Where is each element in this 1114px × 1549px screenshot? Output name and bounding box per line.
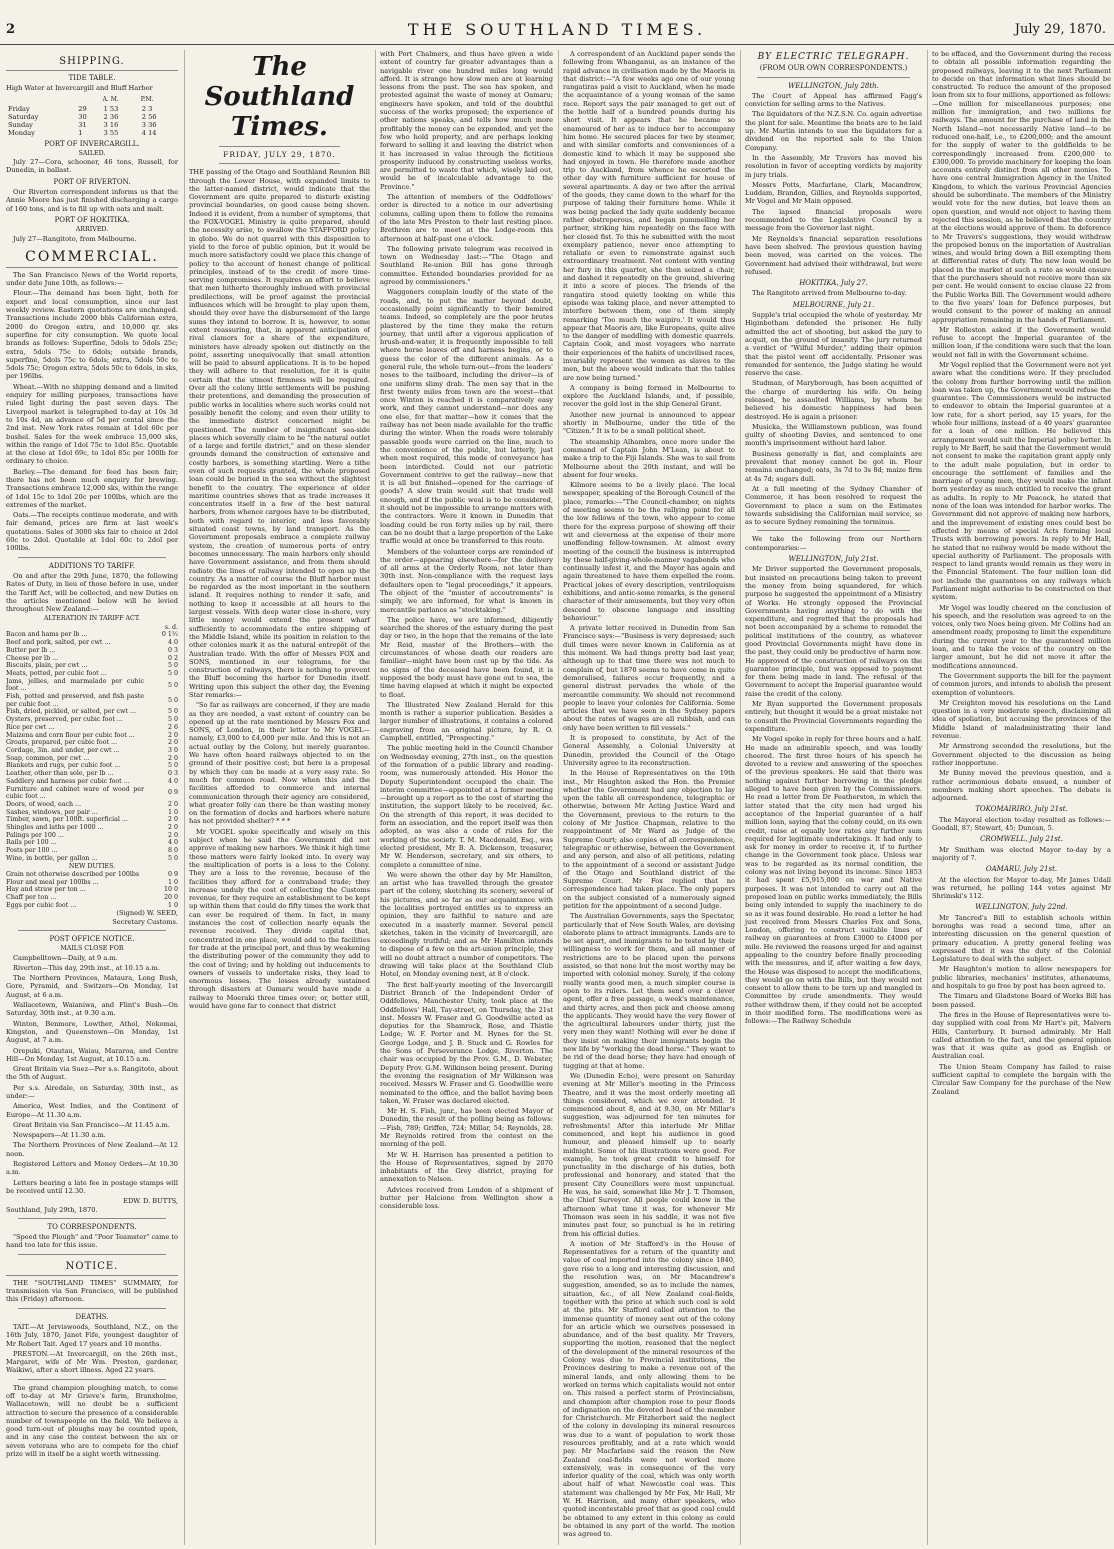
tariff-row: Oysters, preserved, per cubic foot ... 5 0	[6, 716, 178, 724]
tariff-row: Jams, jellies, and marmalade per cubic foot ... 5 0	[6, 677, 178, 693]
nameplate: The Southland Times.	[204, 52, 355, 142]
mail-line: Wallacetown, Waianiwa, and Flint's Bush—On Saturday, 30th inst., at 9.30 a.m.	[6, 1001, 178, 1018]
tariff-row: Fish, dried, pickled, or salted, per cwt ... 5 0	[6, 708, 178, 716]
news-paragraph: The steamship Alhambra, once more under the command of Captain John M'Lean, is about to make a trip to the Fiji Islands. She was to sail from Melbourne about the 20th instant, and will be absent for four weeks.	[563, 437, 735, 479]
issue-date: July 29, 1870.	[1014, 22, 1106, 37]
telegraph-paragraph: The Timaru and Gladstone Board of Works Bill has been passed.	[932, 992, 1111, 1009]
telegraph-paragraph: The Union Steam Company has failed to raise sufficient capital to complete the bargain with the Circular Saw Company for the purchase of the New Zealand	[932, 1062, 1111, 1096]
tariff-row: Bacon and hams per lb ... 0 1½	[6, 631, 178, 639]
invercargill-shipping: July 27—Cora, schooner, 46 tons, Russell, for Dunedin, in ballast.	[6, 158, 178, 175]
dateline-tokomairiro: TOKOMAIRIRO, July 21st.	[975, 805, 1068, 814]
tariff-row: Cheese per lb ... 0 2	[6, 654, 178, 662]
telegraph-paragraph: Messrs Potts, Macfarlane, Clark, Macandrew, Luddam, Brandon, Gillies, and Reynolds supported, Mr Vogel and Mr Main opposed.	[745, 180, 922, 206]
column-1	[6, 50, 182, 1545]
telegraph-paragraph: Mr Ryan supported the Government proposals entirely, but thought it would be a great mistake not to consult the Provincial Governments regarding the expenditure.	[745, 700, 922, 733]
telegraph-paragraph: Mr Vogel was loudly cheered on the conclusion of his speech, and the resolution was agreed to on the voices, only two Noes being given. Mr Collins had an amendment ready, proposing to limit the expenditure during the current year to the guaranteed million loan, and to take the voice of the country on the larger amount, but he did not move it after the modifications announced.	[932, 603, 1111, 670]
mail-line: Campbelltown—Daily, at 9 a.m.	[13, 953, 118, 962]
page-columns	[6, 50, 1110, 1545]
tariff-row: Biscuits, plain, per cwt ... 5 0	[6, 662, 178, 670]
tariff-row: Butter per lb ... 0 3	[6, 646, 178, 654]
column-2	[184, 50, 374, 1545]
news-paragraph: We (Dunedin Echo), were present on Saturday evening at Mr Miller's meeting in the Princess Theatre, and it was the most orderly meeting all things considered, which we ever attended. It commenced about 8, and at 9.30, on Mr Millar's suggestion, was adjourned for ten minutes for refreshments! After this interlude Mr Millar commenced, and kept his audience in good humour, and pleased himself up to nearly midnight. Some of his illustrations were good. For example, he took great credit to himself for punctuality in the discharge of his duties, both professional and honorary, and stated that the present City Councillors were most unpunctual. He was, he said, somewhat like Mr J. T. Thomson, the Chief Surveyor. All people could know in the afternoon what time it was, for whenever Mr Thomson was seen in his saddle, it was not five minutes past four, so punctual is he in retiring from his official duties.	[563, 1071, 735, 1238]
news-paragraph: The Australian Governments, says the Spectator, particularly that of New South Wales, are devising elaborate plans to attract immigrants. Lands are to be set apart, and immigrants to be tested by their willingness to work for them, and all manner of restrictions are to be placed upon the persons assisted, so that none but the most worthy may be imported with colonial money. Surely, if the colony really wants good men, a much simpler course is open to its rulers. Let them send over a clever agent, offer a free passage, a week's maintenance, and thirty acres, and then pick and choose among the applicants. They would have the very flower of the agricultural labourers under thirty, just the very men they want! Nothing will ever be done if they insist on making their immigrants begin the new life by "working the dead horse." They want to be rid of the dead horse; they have had enough of tugging at that at home.	[563, 912, 735, 1070]
tariff-row: Flour and meal per 100lbs ... 1 0	[6, 878, 178, 886]
telegraph-paragraph: The Rangitoto arrived from Melbourne to-day.	[752, 289, 907, 298]
news-paragraph: A company is being formed in Melbourne to explore the Auckland Islands, and, if possible, recover the gold lost in the ship General Grant.	[563, 383, 735, 409]
commercial-heading: COMMERCIAL.	[6, 249, 178, 268]
correspondents-text: "Speed the Plough" and "Poor Teamster" came to hand too late for this issue.	[6, 1233, 178, 1250]
telegraph-paragraph: Mr Armstrong seconded the resolutions, but the Government objected to the discussion as being rather inopportune.	[932, 742, 1111, 767]
tariff-row: Hay and straw per ton ... 10 0	[6, 886, 178, 894]
telegraph-paragraph: The liquidators of the N.Z.S.N. Co. again advertise the plant for sale. Meantime the boats are to be laid up. Mr Martin intends to sue the liquidators for a dividend on the reported sale to the Union Company.	[745, 110, 922, 152]
riverton-shipping: Our Riverton correspondent informs us that the Annie Moore has just finished discharging a cargo of 160 tons, and is to fill up with oats and malt.	[6, 188, 178, 213]
news-paragraph: The police have, we are informed, diligently searched the shores of the estuary during the past day or two, in the hope that the remains of the late Mr Reid, master of the Brothers—with the circumstances of whose death our readers are familiar—might have been cast up by the tide. As no signs of the deceased have been found, it is supposed the body must have gone out to sea, the time having elapsed at which it might be expected to float.	[380, 615, 553, 699]
alteration-heading: ALTERATION IN TARIFF ACT.	[43, 615, 141, 623]
dateline-wellington: WELLINGTON, July 28th.	[788, 81, 879, 90]
new-duties-heading: NEW DUTIES.	[68, 862, 116, 870]
telegraph-heading: BY ELECTRIC TELEGRAPH.	[757, 52, 910, 62]
news-paragraph: A private letter received in Dunedin from San Francisco says:—"Business is very depressed; such dull times were never known in California as at this moment. We had things pretty bad last year, although up to that time there was not much to complain of, but 1870 seems to have come in quite demoralised, failures occur frequently, and a general distrust pervades the whole of the mercantile community. We should not recommend people to leave your colonies for California. Some articles that we have seen in the Sydney papers about the rates of wages are all rubbish, and can only have been written to fill vessels."	[563, 624, 735, 732]
dateline-oamaru: OAMARU, July 21st.	[985, 865, 1058, 874]
column-5	[740, 50, 926, 1545]
tariff-row: Blankets and rugs, per cubic foot ... 5 0	[6, 762, 178, 770]
telegraph-paragraph: Musicka, the Williamstown publican, was found guilty of shooting Davies, and sentenced to one month's imprisonment without hard labor.	[745, 422, 922, 448]
mail-line: America, West Indies, and the Continent of Europe—At 11.30 a.m.	[6, 1102, 178, 1119]
telegraph-paragraph: We take the following from our Northern contemporaries:—	[745, 535, 922, 552]
news-paragraph: Advices received from London of a shipment of butter per Halcione from Wellington show a considerable loss.	[380, 1185, 553, 1211]
mail-line: The Northern Provinces, Mataura, Long Bush, Gore, Pyramid, and Switzers—On Monday, 1st August, at 6 a.m.	[6, 974, 178, 999]
mails-close-label: MAILS CLOSE FOR	[60, 945, 124, 953]
mail-line: Orepuki, Otautau, Waiau, Mararoa, and Centre Hill—On Monday, 1st August, at 10.15 a.m.	[6, 1046, 178, 1063]
deaths-heading: DEATHS.	[75, 1312, 109, 1321]
news-paragraph: Another new journal is announced to appear shortly in Melbourne, under the title of the "Citizen." It is to be a small political sheet.	[563, 410, 735, 436]
dateline-cromwell: CROMWELL, July 21st.	[980, 835, 1063, 844]
telegraph-paragraph: Mr Creighton moved his resolutions on the Land question in a very moderate speech, disclaiming all idea of spoliation, but accusing the provinces of the Middle Island of maladministrating their land revenue.	[932, 698, 1111, 741]
telegraph-paragraph: At the election for Mayor to-day, Mr James Udall was returned, he polling 144 votes against Mr Shrimski's 112.	[932, 875, 1111, 901]
tide-row: Monday 1 3 55 4 14	[8, 128, 157, 137]
shipping-heading: SHIPPING.	[6, 56, 178, 71]
news-paragraph: A motion of Mr Stafford's in the House of Representatives for a return of the quantity and value of coal imported into the colony since 1840, gave rise to a long and interesting discussion, and the resolution was, on Mr Macandrew's suggestion, amended, so as to include the names, situation, &c., of all New Zealand coal-fields, together with the price at which such coal is sold at the pits. Mr Stafford called attention to the immense quantity of money sent out of the colony for an article which we ourselves possessed in abundance, and of the best quality. Mr Travers, supporting the motion, reasoned that the neglect of the development of the mineral resources of the Colony was due to Provincial institutions, the Provinces desiring to make a revenue out of the mineral lands, and only allowing them to be worked on terms which capitalists would not enter on. This raised a perfect storm of Provincialism, and champion after champion rose to pour floods of indignation on the devoted head of the member for Christchurch. Mr Fitzherbert said the neglect of the colony in developing its mineral resources was due to a want of population to work those resources profitably, and at a rate which would pay. Mr Macfarlane said the reason the New Zealand coal-fields were not worked more extensively, was in consequence of the very inferior quality of the coal, which was only worth about half of what Newcastle coal was. This statement was challenged by Mr Fox, Mr Hall, Mr W. H. Harrison, and many other speakers, who quoted incontestable proof that as good coal could be obtained to any extent in this colony as could be obtained in any part of the world. The motion was agreed to.	[563, 1239, 735, 1539]
mail-line: The Northern Provinces of New Zealand—At 12 noon.	[6, 1141, 178, 1158]
telegraph-paragraph: to be effaced, and the Government during the recess to obtain all possible information regarding the proposed railways, leaving it to the next Parliament to decide on that information what lines should be constructed. To reduce the amount of the proposed loan from six to four millions, apportioned as follows:—One million for miscellaneous purposes; one million for immigration, and two millions for railways. The amount for the purchase of land in the North Island—not necessarily Native land—to be reduced one-half, i.e., to £200,000; and the amount for the supply of water to the goldfields to be correspondingly increased from £200,000 to £300,000. To provide machinery for keeping the loan accounts entirely distinct from all other monies. To have one central Immigration Agency in the United Kingdom, to which the various Provincial Agencies should be subordinate. The members of the Ministry would vote for the new duties, but leave them an open question, and would not object to having them rejected this session, as he believed that the country at the elections would approve of them. In deference to Mr Travers's suggestions, they would withdraw the proposed bonus on the importation of Australian wines, and would bring down a Bill exempting them at differential rates of duty. The new loan would be placed in the market at such a rate as would ensure that the purchasers should not receive more than six per cent. He would consent to excise clause 22 from the Public Works Bill. The Government would adhere to the five years' loan for Defence purposes, but would consent to the power of making an annual appropriation remaining in the hands of Parliament.	[932, 50, 1111, 324]
telegraph-paragraph: Business generally is flat, and complaints are prevalent that money cannot be got in. Flour remains unchanged; oats, 3s 7d to 3s 8d; maize firm at 4s 7d; sugars dull.	[745, 449, 922, 483]
mail-line: Winton, Benmore, Lowther, Athol, Nokomai, Kingston, and Queenstown—On Monday, 1st August, at 7 a.m.	[6, 1019, 178, 1045]
telegraph-paragraph: Mr Reynolds's financial separation resolutions have been shelved. The previous question having been moved, was carried on the voices. The Government had advised their withdrawal, but were refused.	[745, 234, 922, 276]
tide-intro: High Water at Invercargill and Bluff Harbor	[6, 84, 153, 93]
telegraph-paragraph: Mr Vogel spoke in reply for three hours and a half. He made an admirable speech, and was loudly cheered. The first three hours of his speech he devoted to a review and answering of the speeches of the previous speakers. He said that there was nothing against further borrowing in the pledge alleged to have been given by the Commissioners. He read a letter from Dr Featherston, in which the latter stated that the city men had urged his acceptance of the Imperial guarantee of a half million loan, saying that the colony could, on its own credit, raise at equally low rates any further sum required for legitimate undertakings. It had only to ask for money in order to receive it, if to further change in the Government took place. Unless war was to be regarded as its normal condition, the colony was not living beyond its income. Since 1853 it had spent £5,915,000 on war and Native purposes. It was not intended to carry out all the proposed loan on public works immediately, the Bills being only intended to supply the machinery to do so as it was found desirable. He read a letter he had just received from Messrs Charles Fox and Sons, London, offering to construct suitable lines of railway on guarantees at from £3000 to £4000 per mile. He reviewed the reasons urged for and against appealing to the country before finally proceeding with the measures, and if, after waiting a few days, the House was disposed to accept the modifications, they would go on with the Bills, but they would not consent to allow them to be torn up and mangled in Committee by crude amendments. They would rather withdraw them, if they could not be accepted in their modified form. The modifications were as follows:—The Railway Schedule	[745, 735, 922, 1026]
tariff-row: Soap, common, per cwt ... 2 0	[6, 754, 178, 762]
tide-row: Sunday 31 3 16 3 36	[8, 120, 157, 129]
hokitika-shipping: July 27—Rangitoto, from Melbourne.	[13, 234, 137, 243]
telegraph-paragraph: At a full meeting of the Sydney Chamber of Commerce, it has been resolved to request the Government to place a sum on the Estimates towards subsidising the Californian mail service, so as to secure Sydney remaining the terminus.	[745, 484, 922, 527]
column-3	[375, 50, 557, 1545]
news-paragraph: A correspondent of an Auckland paper sends the following from Whanganui, as an instance of the rapid advance in civilisation made by the Maoris in that district:—"A few weeks ago one of our young rangatiras paid a visit to Auckland, when he made the acquaintance of a young woman of the same race. Report says the pair managed to get out of the bottle half of a hundred pounds during his short visit. It appears that he became so enamoured of her as to induce her to accompany him home. He secured places for two by steamer, and with similar comforts and conveniences of a domestic kind to which it may be supposed she had enjoyed in town. He therefore made another trip to Auckland, from whence he escorted the other day with furniture sufficient for house of several apartments. A day or two after the arrival of the goods, they came down to the wharf for the purpose of taking their furniture home. While it was being packed the lady quite suddenly became rather obstreperous, and began pummelling her partner, striking him repeatedly on the face with her closed fist. To this he submitted with the most exemplary patience, never once attempting to retaliate or even to remonstrate against such extraordinary treatment. Not content with venting her fury in this quarter, she then seized a chair, and dashed it repeatedly on the ground, shivering it into a score of pieces. The friends of the rangatira stood quietly looking on while this episode was taking place, and never attempted to interfere between them, one of them simply remarking 'Too much the waipiro.' It would thus appear that Maoris are, like Europeans, quite alive to the danger of meddling with domestic quarrels. Captain Cook, and most voyagers who narrate their experiences of the habits of uncivilised races, invariably represent the women as slaves to the men, but the above would indicate that the tables are now being turned."	[563, 50, 735, 382]
tariff-row: Saddlery and harness per cubic foot ... 4 0	[6, 777, 178, 785]
tariff-row: Wine, in bottle, per gallon ... 5 0	[6, 854, 178, 862]
telegraph-subheading: (FROM OUR OWN CORRESPONDENTS.)	[759, 64, 908, 73]
port-riverton-heading: PORT OF RIVERTON.	[53, 177, 131, 186]
telegraph-paragraph: Mr Smitham was elected Mayor to-day by a majority of 7.	[932, 845, 1111, 862]
telegraph-paragraph: Mr Rolleston asked if the Government would refuse to accept the Imperial guarantee of the million loan, if the conditions were such that the loan would not fall in with the Government scheme.	[932, 325, 1111, 359]
dateline-wellington: WELLINGTON, July 22nd.	[975, 903, 1068, 912]
editorial-paragraph: "So far as railways are concerned, if they are made as they are needed, a vast extent of country can be opened up at the rate mentioned by Messrs Fox and SONS, of London, in their letter to Mr VOGEL—namely, £3,000 to £4,000 per mile. And this is not an actual outlay by the Colony, but merely guarantee. We have often heard railways objected to on the ground of their positive cost; but here is a proposal by which they can be made at a very easy rate. So much for common road. Now when this and the facilities afforded to commerce and internal communication through their agency are considered, what greater folly can there be than wasting money on the formation of docks and harbors where nature has not provided shelter? * * *	[189, 701, 370, 826]
mail-line: Registered Letters and Money Orders—At 10.30 a.m.	[6, 1160, 178, 1177]
tariff-row: Palings per 100 ... 2 0	[6, 831, 178, 839]
tariff-row: Furniture and cabinet ware of wood per cubic foot ... 0 9	[6, 785, 178, 801]
tariff-row: Cordage, 3in. and under, per cwt ... 3 0	[6, 746, 178, 754]
tariff-row: Maizena and corn flour per cubic foot ... 2 0	[6, 731, 178, 739]
tariff-row: Chaff per ton ... 20 0	[6, 893, 178, 901]
telegraph-paragraph: The Court of Appeal has affirmed Fagg's conviction for selling arms to the Natives.	[745, 91, 922, 109]
telegraph-paragraph: The lapsed financial proposals were recommended to the Legislative Council by a message from the Governor last night.	[745, 207, 922, 233]
postmaster-signature: EDW. D. BUTTS,	[123, 1197, 178, 1206]
tariff-row: Meats, potted, per cubic foot ... 5 0	[6, 669, 178, 677]
tide-table	[6, 95, 178, 137]
news-paragraph: In the House of Representatives on the 19th inst., Mr Haughton asked the Hon. the Premier whether the Government had any objection to lay upon the table all correspondence, telegraphic or otherwise, between Mr Acting Justice Ward and the Government, previous to the return to the colony of Mr Justice Chapman, relative to the reappointment of Mr Ward as Judge of the Supreme Court; also copies of all correspondence, telegraphic or otherwise, between the Government and any person, and also of all petitions, relating to the appointment of a second or assistant Judge of the Otago and Southland district of the Supreme Court. Mr Fox replied that no correspondence had taken place. The only papers on the subject consisted of a numerously signed petition for the appointment of a second Judge.	[563, 769, 735, 910]
news-paragraph: The first half-yearly meeting of the Invercargill District Branch of the Independent Order of Oddfellows, Manchester Unity, took place at the Oddfellows' Hall, Tay-street, on Thursday, the 21st inst. Messrs W. Fraser and G. Goodwillie acted as deputies for the Shamrock, Rose, and Thistle Lodge; W. F. Porter and M. Hynes for the St. George Lodge, and J. B. Stuck and G. Rowles for the Sons of Perseverance Lodge, Riverton. The chair was occupied by the Prov. G.M., D. Webster, Deputy Prov. G.M. Wilkinson being present. During the evening the resignation of Mr Wilkinson was received. Messrs W. Fraser and G. Goodwillie were nominated to the office, and the ballot having been taken, W. Fraser was declared elected.	[380, 980, 553, 1105]
post-date: Southland, July 29th, 1870.	[6, 1205, 98, 1214]
mail-line: Riverton—This day, 29th inst., at 10.15 a.m.	[13, 963, 160, 972]
telegraph-paragraph: Supple's trial occupied the whole of yesterday. Mr Higinbotham defended the prisoner. He fully admitted the act of shooting, but asked the jury to acquit, on the ground of insanity. The jury returned a verdict of "Wilful Murder," adding their opinion that the pistol went off accidentally. Prisoner was remanded for sentence, the Judge stating he would reserve the case.	[745, 311, 922, 378]
news-paragraph: The Illustrated New Zealand Herald for this month is rather a superior publication. Besides a larger number of illustrations, it contains a colored engraving from an original picture, by R. O. Campbell, entitled, "Prospecting."	[380, 700, 553, 743]
ploughing-match-article: The grand champion ploughing match, to come off to-day at Mr Grieve's farm, Branxholme, Wallacetown, will no doubt be a sufficient attraction to secure the presence of a considerable number of townspeople on the field. We believe a good turn-out of ploughs may be counted upon, and in any case the contest between the six or seven veterans who are to compete for the chief prize will in itself be a sight worth witnessing.	[6, 1383, 178, 1459]
news-paragraph: Mr W. H. Harrison has presented a petition to the House of Representatives, signed by 2070 inhabitants of the Grey district, praying for annexation to Nelson.	[380, 1150, 553, 1184]
mail-line: Great Britain via Suez—Per s.s. Rangitoto, about the 5th of August.	[6, 1065, 178, 1082]
tariff-row: Grain not otherwise described per 100lbs 0 9	[6, 870, 178, 878]
news-paragraph: We were shown the other day by Mr Hamilton, an artist who has travelled through the greater part of the colony, sketching its scenery, several of his pictures, and so far as our acquaintance with the localities portrayed entitles us to express an opinion, they are faithful to nature and are executed in a masterly manner. Several pencil sketches, taken in the vicinity of Invercargill, are exceedingly truthful; and as Mr Hamilton intends to dispose of a few on the art-union principle, they will no doubt attract a number of competitors. The drawing will take place at the Southland Club Hotel, on Monday evening next, at 8 o'clock.	[380, 870, 553, 979]
telegraph-paragraph: Mr Tancred's Bill to establish schools within boroughs was read a second time, after an interesting discussion on the general question of primary education. A pretty general feeling was expressed that it was the duty of the Colonial Legislature to deal with the subject.	[932, 913, 1111, 964]
tariff-row: Timber, sawn, per 100ft. superficial ... 2 0	[6, 816, 178, 824]
mail-line: Newspapers—At 11.30 a.m.	[13, 1131, 106, 1140]
tariff-row: Leather, other than sole, per lb ... 0 3	[6, 770, 178, 778]
commercial-paragraph: Wheat.—With no shipping demand and a limited enquiry for milling purposes, transactions have ruled light during the past seven days. The Liverpool market is telegraphed to-day at 10s 3d to 10s 4d, an advance of 5d per cental since the 2nd inst. New York rates remain at 1dol 60c per bushel. Sales for the week embrace 15,000 sks, within the range of 1dol 75c to 1dol 85c. Quotable at the close at 1dol 69c, to 1dol 85c per 100lb for ordinary to choice.	[6, 382, 178, 466]
masthead	[0, 18, 1114, 45]
dateline-wellington: WELLINGTON, July 21st.	[788, 555, 879, 564]
tariff-row: Sashes, windows, per pair ... 1 0	[6, 808, 178, 816]
notice-text: THE "SOUTHLAND TIMES" SUMMARY, for transmission via San Francisco, will be published this (Friday) afternoon.	[6, 1278, 178, 1304]
telegraph-paragraph: Mr Vogel replied that the Government were not yet aware what the conditions were. If they precluded the colony from further borrowing until the million loan was taken up, the Government would refuse the guarantee. The Commissioners would be instructed to endeavor to obtain the Imperial guarantee at a low rate, for a short period, say 15 years, for the whole four millions, instead of a 40 years' guarantee for a loan of one million. He believed this arrangement would suit the Imperial policy better. In reply to Mr Barff, he said that the Government would not consent to make the capitation grant apply only to the adult male population, but in order to encourage the settlement of families and the marriage of young men, they would make the infant born yesterday as much entitled to receive the grant as adults. In reply to Mr Peacock, he stated that none of the loan was intended for harbor works. The Government did not approve of making new harbors, and the improvement of existing ones could best be effected by means of special Acts forming local Trusts with borrowing powers. In reply to Mr Hall, he stated that no railway would be made without the special authority of Parliament. The proposals with respect to land grants would remain as they were in the Financial Statement. The four million loan did not include the guarantees on any railways which Parliament might authorise to be constructed on that system.	[932, 360, 1111, 602]
newspaper-title: THE SOUTHLAND TIMES.	[407, 20, 707, 39]
telegraph-paragraph: The Mayoral election to-day resulted as follows:—Goodall, 87; Stewart, 45; Duncan, 5.	[932, 815, 1111, 833]
tariff-row: Rice per cwt ... 2 6	[6, 723, 178, 731]
customs-signature: (Signed) W. SEED,	[116, 909, 178, 918]
tariff-row: Doors, of wood, each ... 2 0	[6, 800, 178, 808]
commercial-paragraph: Oats.—The receipts continue moderate, and with fair demand, prices are firm at last week's quotations. Sales of 3000 sks fair to choice at 2dol 60c to 2dol. Quotable at 1dol 60c to 2dol per 100lbs.	[6, 511, 178, 553]
commercial-paragraph: Barley.—The demand for feed has been fair; there has not been much enquiry for brewing. Transactions embrace 12,000 sks, within the range of 1dol 15c to 1dol 20c per 100lbs, which are the extremes of the market.	[6, 467, 178, 509]
tide-am-header: A. M.	[102, 95, 119, 103]
news-paragraph: Kilmore seems to be a lively place. The local newspaper, speaking of the Borough Council of the place, remarks:—"The Council-chamber, on nights of meeting seems to be the rallying point for all the low fellows of the town, who appear to come there for the express purpose of showing off their wit and cleverness at the expense of their more unoffending fellow-townsmen. At almost every meeting of the council the business is interrupted by these half-giving-whole-manner vagabonds who continually infest it, and the Mayor has again and again threatened to have them expelled the room. Practical jokes of every description, ventriloquism exhibitions, and antic-some remarks, is the general character of their amusements, but they very often descend to obscene language and insulting behaviour."	[563, 481, 735, 622]
tariff-row: Beef and pork, salted, per cwt ... 4 0	[6, 639, 178, 647]
notice-heading: NOTICE.	[6, 1261, 178, 1276]
news-paragraph: Waggoners complain loudly of the state of the roads, and, to put the matter beyond doubt, occasionally point significantly to their bemired teams. Indeed, so completely are the poor brutes plastered by the time they make the return journey, that until after a vigorous application of brush-and-water, it is frequently impossible to tell where horse leaves off and harness begins, or to guess the color of the different animals. As a general rule, the whole turn-out—from the leaders' noses to the tailboard, including the driver—is of one uniform slimy drab. The men say that in the first twenty miles from town are the worst—that once Winton is reached it is comparatively easy work, and they cannot understand—nor does any one else, for that matter—how it comes that the railway has not been made available for the traffic during the winter. When the roads were tolerably passable goods were carried on the line, much to the convenience of the public, but latterly, just when most required, this mode of conveyance has been interdicted. Could not our patriotic Government contrive to get the railway—now that it is all but finished—opened for the carriage of goods? A slow train would suit that trade well enough, and if the public weal is to be considered, it should not be impossible to arrange matters with the contractors. Were it known in Dunedin that loading could be run forty miles up by rail, there can be no doubt that a large proportion of the Lake traffic would at once be transferred to this route.	[380, 288, 553, 546]
correspondents-heading: TO CORRESPONDENTS.	[47, 1222, 137, 1231]
additions-heading: ADDITIONS TO TARIFF.	[48, 561, 136, 570]
dateline-melbourne: MELBOURNE, July 21.	[792, 300, 875, 309]
news-paragraph: The attention of members of the Oddfellows' order is directed to a notice in our advertising columns, calling upon them to follow the remains of the late Mrs Preston to their last resting place. Brethren are to meet at the Lodge-room this afternoon at half-past one o'clock.	[380, 193, 553, 243]
news-paragraph: Members of the volunteer corps are reminded of the order—appearing elsewhere—for the delivery of all arms at the Orderly Room, not later than 30th inst. Non-compliance with the request lays defaulters open to "legal proceedings," it appears. The object of the "muster of accoutrements" is simply, we are informed, for what is known in mercantile parlance as "stocktaking."	[380, 547, 553, 614]
telegraph-paragraph: Mr Bunny moved the previous question, and a rather acrimonious debate ensued, a number of members making short speeches. The debate is adjourned.	[932, 769, 1111, 803]
new-duties-table	[6, 871, 178, 910]
telegraph-paragraph: In the Assembly, Mr Travers has moved his resolution in favor of accepting verdicts by majority in jury trials.	[745, 153, 922, 179]
mail-line: Letters bearing a late fee in postage stamps will be received until 12.30.	[6, 1178, 178, 1195]
tariff-row: Groats, prepared, per cubic foot ... 2 0	[6, 739, 178, 747]
column-4	[558, 50, 739, 1545]
port-hokitika-heading: PORT OF HOKITIKA.	[54, 215, 130, 224]
tariff-row: Eggs per cubic foot ... 1 0	[6, 901, 178, 909]
telegraph-paragraph: The Government supports the bill for the payment of common jurors, and intends to abolish the present exemption of volunteers.	[932, 671, 1111, 697]
news-paragraph: The following private telegram was received in town on Wednesday last:—"The Otago and Southland Re-union Bill has gone through committee. Extended boundaries provided for as agreed by commissioners."	[380, 244, 553, 287]
mail-line: Great Britain via San Francisco—At 11.45 a.m.	[13, 1120, 170, 1129]
dateline-hokitika: HOKITIKA, July 27.	[799, 279, 868, 288]
death-notice: TAIT.—At Jerviswoods, Southland, N.Z., on the 16th July, 1870, Janet Fife, youngest daughter of Mr Robert Tait. Aged 17 years and 10 months.	[6, 1322, 178, 1348]
arrived-label: ARRIVED.	[75, 226, 109, 234]
tariff-table	[6, 624, 178, 863]
tariff-row: Fish, potted and preserved, and fish paste per cubic foot ... 5 0	[6, 693, 178, 708]
column-6	[927, 50, 1111, 1545]
tariff-units: s. d.	[164, 623, 178, 631]
tariff-row: Shingles and laths per 1000 ... 2 0	[6, 824, 178, 832]
telegraph-paragraph: Studman, of Maryborough, has been acquitted of the charge of murdering his wife. On being released, he assaulted Williams, by whom he believed his domestic happiness had been destroyed. He is again a prisoner.	[745, 379, 922, 421]
page-number: 2	[6, 22, 16, 37]
tide-table-heading: TIDE TABLE.	[68, 74, 116, 82]
post-office-heading: POST OFFICE NOTICE.	[49, 934, 135, 943]
additions-intro: On and after the 29th June, 1870, the following Rates of Duty, in lieu of those before in use, under the Tariff Act, will be collected, and new Duties on the articles mentioned below will be levied throughout New Zealand:—	[6, 571, 178, 614]
telegraph-paragraph: Mr Driver supported the Government proposals, but insisted on precautions being taken to prevent the money from being squandered, for which purpose he suggested the appointment of a Ministry of Works. He strongly opposed the Provincial Governments having anything to do with the expenditure, and regretted that the proposals had not been accompanied by a scheme to remodel the political institutions of the country, as whatever good Provincial Governments might have done in the past, they could only be productive of harm now. He approved of the construction of railways on the guarantee principle, but was opposed to payment for them being made in land. The refusal of the Government to accept the Imperial guarantee would raise the credit of the colony.	[745, 565, 922, 698]
tariff-row: Posts per 100 ... 8 0	[6, 847, 178, 855]
news-paragraph: with Port Chalmers, and thus have given a wide extent of country far greater advantages than a navigable river one hundred miles long would afford. It is strange how slow men are at learning lessons from the past. The sea has spoken, and protested against the waste of money at Oamaru; engineers have spoken, and told of the doubtful success of the works proposed; the experience of other nations speaks, and tells how much more profitably the money can be expended, and yet the few who hold property, and are perhaps looking forward to selling it and leaving the district when it has increased in value through the fictitious prosperity induced by constructing useless works, are permitted to waste that which, wisely laid out, would be of incalculable advantage to the Province."	[380, 50, 553, 191]
death-notice: PRESTON.—At Invercargill, on the 26th inst., Margaret, wife of Mr Wm. Preston, gardener, Waikiwi, after a short illness. Aged 22 years.	[6, 1349, 178, 1375]
editorial-paragraph: Mr VOGEL spoke specifically and wisely on this subject when he said the Government did not approve of making new harbors. We think it high time these matters were fairly looked into. In every way the multiplication of ports is a loss to the Colony. They are a loss to the revenue, because of the facilities they afford for a contraband trade; they increase unduly the cost of collecting the Customs revenue, for they require an establishment to be kept up within them that could do fifty times the work that can ever be required of them. In fact, in many instances the cost of collection nearly equals the revenue received. They divide capital that, concentrated in one place, would add to the facilities for trade at the principal port, and thus by weakening the distributing power of the community they add to the cost of living; and by holding out inducements to owners of vessels to undertake risks, they lead to enormous losses. The losses already sustained through disasters at Oamaru would have made a railway to Moeraki three times over; or, better still, would have gone far to connect that district	[189, 827, 370, 1010]
editorial-paragraph: THE passing of the Otago and Southland Reunion Bill through the Lower House, with expanded limits to the latter-named district, would indicate that the Government are quite prepared to disturb existing provincial boundaries, on good cause being shown. Indeed it is evident, from a number of symptoms, that the FOX-VOGEL Ministry is quite prepared, should the necessity arise, to swallow the STAFFORD policy in globo. We do not quarrel with this disposition to yield to the force of public opinion, but it would be much more satisfactory could we place this change of policy to the account of honest change of political principles, instead of to the credit of mere time-serving compromises. It requires an effort to believe that men hitherto thoroughly imbued with provincial predilections, will be proof against the provincial influences which will be brought to play upon them, should they ever have the disbursement of the large sums they intend to borrow. It is, however, to some extent reassuring, that, in apparent anticipation of rival clamors for a share of the expenditure, ministers have already spoken out distinctly on the point, asserting unequivocally that small attention will be paid to absurd applications. It is to be hoped they will adhere to that resolution, for it is quite certain that the utmost firmness will be required. Over all the colony little settlements will be pushing their pretentions, and demanding the prosecution of public works in localities where such works could not possibly benefit the colony, and even their utility to the immediate district concerned might be questioned. The number of insignificant sea-side places which severally claim to be "the natural outlet of a large and fertile district," and on these slender grounds demand the construction of extensive and costly harbors, is something startling. Were a tithe even of such requests granted, the whole proposed loan could be buried in the sea without the slightest benefit to the country. The experience of older maritime countries shows that as trade increases it concentrates itself in a few of the best natural harbors, from whence cargoes have to be distributed, both with regard to interior, and less favorably situated coast towns, by land transport. As the Government proposals embrace a complete railway system, the creation of numerous ports of entry becomes unnecessary. The main harbors only should have Government assistance, and from them should radiate the lines of railway intended to open up the country. As a matter of course the Bluff harbor must be regarded as the most important in the southern island. It requires nothing to render it safe, and nothing to keep it accessible at all hours to the largest vessels. With deep water close in-shore, very little money would extend the present wharf sufficiently to accommodate the entire shipping of the Middle Island, while its position in relation to the other colonies mark it as the natural entrepôt of the Australian trade. With the offer of Messrs FOX and SONS, mentioned in our telegrams, for the construction of railways, there is nothing to prevent the Bluff becoming the harbor for Dunedin itself. Writing upon this subject the other day, the Evening Star remarks:—	[189, 168, 370, 699]
editorial-dateline: FRIDAY, JULY 29, 1870.	[223, 150, 336, 159]
tariff-row: Rails per 100 ... 4 0	[6, 839, 178, 847]
commercial-paragraph: Flour.—The demand has been light, both for export and local consumption, since our last weekly review. Eastern quotations are unchanged. Transactions include 2000 bbls Californian extra, 2000 do Oregon extra, and 10,000 qr. sks superfine for city consumption. We quote local brands as follows: Superfine, 5dols to 5dols 25c; extra, 5dols 75c to 6dols; outside brands, superfine, 5dols 75c to 6dols; extra, 5dols 50c to 5dols 75c; Oregon extra, 5dols 50c to 6dols, in sks, per 196lbs.	[6, 289, 178, 381]
sailed-label: SAILED.	[78, 149, 106, 157]
commercial-paragraph: The San Francisco News of the World reports, under date June 10th, as follows:—	[6, 270, 178, 288]
tide-pm-header: P.M.	[140, 95, 154, 103]
news-paragraph: Mr H. S. Fish, junr., has been elected Mayor of Dunedin, the result of the polling being as follows:—Fish, 789; Griffen, 724; Millar, 54; Reynolds, 28. Mr Reynolds retired from the contest on the morning of the poll.	[380, 1107, 553, 1149]
mail-line: Per s.s. Airedale, on Saturday, 30th inst., as under:—	[6, 1083, 178, 1100]
customs-title: Secretary Customs.	[112, 917, 178, 926]
news-paragraph: The public meeting held in the Council Chamber on Wednesday evening, 27th inst., on the question of the formation of a public library and reading-room, was numerously attended. His Honor the Deputy Superintendent occupied the chair. The interim committee—appointed at a former meeting—brought up a report as to the cost of starting the institution, the support likely to be received, &c. On the strength of this report, it was decided to form an association, and the report itself was then adopted, as was also a code of rules for the working of the society. T. M. Macdonald, Esq., was elected president, Mr B. A. Dickenson, treasurer, Mr W. Henderson, secretary, and six others, to complete a committee of nine.	[380, 744, 553, 869]
tide-row: Friday 29 1 53 2 3	[8, 104, 153, 113]
news-paragraph: It is proposed to constitute, by Act of the General Assembly, a Colonial University at Dunedin, provided the Council of the Otago University agree to its reconstruction.	[563, 734, 735, 767]
port-invercargill-heading: PORT OF INVERCARGILL.	[44, 139, 140, 148]
telegraph-paragraph: Mr Haughton's motion to allow newspapers for public libraries, mechanics' institutes, athenæums, and hospitals to go free by post has been agreed to.	[932, 965, 1111, 991]
tide-row: Saturday 30 2 36 2 56	[8, 112, 157, 121]
telegraph-paragraph: The fires in the House of Representatives were to-day supplied with coal from Mr Hart's pit, Malvern Hills, Canterbury. It burned admirably. Mr Hall called attention to the fact, and the general opinion was that it was quite as good as English or Australian coal.	[932, 1010, 1111, 1061]
